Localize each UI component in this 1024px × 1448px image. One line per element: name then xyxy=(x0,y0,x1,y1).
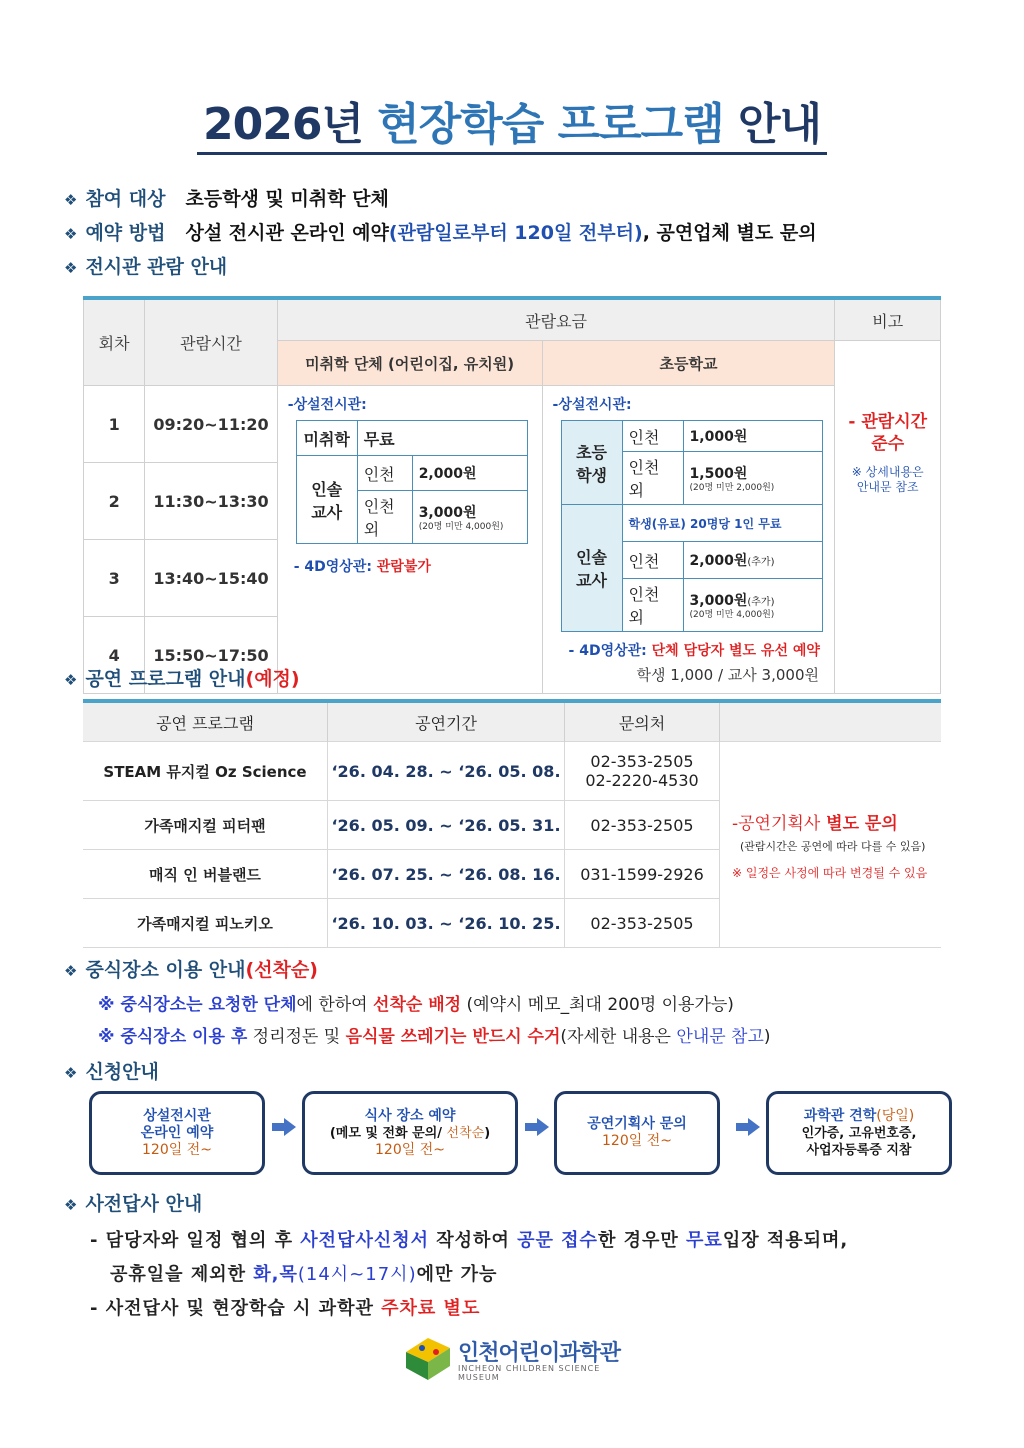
elem-incheon-fee: 1,000원 xyxy=(683,421,822,452)
page-title xyxy=(0,88,1024,152)
period-4: ‘26. 10. 03. ~ ‘26. 10. 25. xyxy=(328,899,565,948)
elem-free-note: 학생(유료) 20명당 1인 무료 xyxy=(622,505,822,542)
visit-3b: 주차료 별도 xyxy=(381,1298,481,1319)
visit-1f: 무료 xyxy=(686,1230,723,1251)
elem-4d-label: - 4D영상관 xyxy=(568,643,642,659)
elem-t-incheon-fee: 2,000원 xyxy=(689,553,748,569)
logo-cube-icon xyxy=(398,1330,458,1382)
arrow-right-icon xyxy=(272,1118,296,1136)
col-blank xyxy=(720,701,942,742)
show-note-1a: -공연기획사 xyxy=(732,813,821,834)
reserve-line xyxy=(64,218,817,245)
elementary-fee-cell: -상설전시관: 초등 학생 인천 1,000원 인천 외 1,500원 (20명 미만 2,000원) 인솔 교사 학생(유료) 20명당 1인 무료 인천 2,000원(추가) 인천 외 3,000원(추가) (20명 미만 4,000원) - 4D영상관: 단체 담당자 별도 유선 예약 학생 1,000 / 교사 3,000원 xyxy=(542,386,835,694)
show-label: 공연 프로그램 안내 xyxy=(85,668,246,690)
contact-3: 031-1599-2926 xyxy=(565,850,720,899)
step4-b: (당일) xyxy=(876,1107,915,1124)
step4-c: 인가증, 고유번호증, xyxy=(801,1125,917,1141)
lunch-1d: (예약시 메모_최대 200명 이용가능) xyxy=(461,995,734,1015)
step3-b: 120일 전~ xyxy=(602,1133,672,1149)
lunch-tag: (선착순) xyxy=(245,959,318,981)
step2-d: ) xyxy=(484,1125,491,1141)
exhibit-table xyxy=(83,296,941,694)
col-program: 공연 프로그램 xyxy=(83,701,328,742)
show-note-1b: 별도 문의 xyxy=(826,813,898,834)
diamond-bullet-icon: ❖ xyxy=(64,1064,78,1082)
arrow-right-icon xyxy=(525,1118,549,1136)
elem-head: -상설전시관: xyxy=(552,397,632,413)
lunch-1a: ※ 중식장소는 요청한 단체 xyxy=(98,995,297,1015)
pre-incheon: 인천 xyxy=(357,456,412,491)
lunch-1b: 에 한하여 xyxy=(296,995,374,1015)
title-year: 2026년 xyxy=(203,99,363,150)
reserve-label: 예약 방법 xyxy=(85,222,166,244)
elem-t-outside-note: (20명 미만 4,000원) xyxy=(689,610,775,620)
elem-t-outside-fee: 3,000원 xyxy=(689,593,748,609)
visit-1e: 한 경우만 xyxy=(597,1230,687,1251)
step4-d: 사업자등록증 지참 xyxy=(806,1142,912,1158)
elem-outside-fee: 1,500원 xyxy=(689,466,748,482)
preschool-fee-table xyxy=(296,420,528,544)
elem-4d-price: 학생 1,000 / 교사 3,000원 xyxy=(636,666,819,684)
museum-logo xyxy=(398,1330,638,1382)
lunch-line-1 xyxy=(98,990,734,1015)
show-note-3: ※ 일정은 사정에 따라 변경될 수 있음 xyxy=(732,865,928,880)
period-1: ‘26. 04. 28. ~ ‘26. 05. 08. xyxy=(328,742,565,801)
visit-1c: 작성하여 xyxy=(429,1230,518,1251)
diamond-bullet-icon: ❖ xyxy=(64,671,78,689)
target-line xyxy=(64,184,389,211)
step2-c: 선착순 xyxy=(446,1125,485,1141)
note-cell xyxy=(835,341,941,694)
preschool-fee-cell: -상설전시관: 미취학 무료 인솔 교사 인천 2,000원 인천 외 3,000원 (20명 미만 4,000원) - 4D영상관: 관람불가 xyxy=(277,386,542,694)
col-elementary: 초등학교 xyxy=(542,341,835,386)
step1-c: 120일 전~ xyxy=(142,1141,212,1158)
pre-child: 미취학 xyxy=(296,421,357,456)
lunch-2b: 정리정돈 및 xyxy=(247,1027,346,1047)
col-contact: 문의처 xyxy=(565,701,720,742)
col-fee: 관람요금 xyxy=(277,298,835,341)
contact-4: 02-353-2505 xyxy=(565,899,720,948)
step2-a: 식사 장소 예약 xyxy=(364,1107,456,1124)
lunch-2e: 안내문 참고 xyxy=(676,1027,764,1047)
pre-incheon-fee: 2,000원 xyxy=(412,456,527,491)
lunch-2c: 음식물 쓰레기는 반드시 수거 xyxy=(345,1027,561,1047)
exhibit-label: 전시관 관람 안내 xyxy=(85,256,228,278)
col-preschool: 미취학 단체 (어린이집, 유치원) xyxy=(277,341,542,386)
pre-4d-label: - 4D영상관 xyxy=(293,559,367,575)
round-4: 4 xyxy=(84,617,145,694)
visit-label: 사전답사 안내 xyxy=(85,1193,203,1215)
lunch-2d: (자세한 내용은 xyxy=(560,1027,677,1047)
visit-line-3 xyxy=(90,1294,480,1320)
visit-2b: 화,목 xyxy=(253,1264,298,1285)
lunch-2a: ※ 중식장소 이용 후 xyxy=(98,1027,248,1047)
visit-line-1 xyxy=(90,1226,848,1252)
elem-incheon: 인천 xyxy=(622,421,683,452)
period-3: ‘26. 07. 25. ~ ‘26. 08. 16. xyxy=(328,850,565,899)
program-2: 가족매지컬 피터팬 xyxy=(83,801,328,850)
visit-2d: 에만 가능 xyxy=(416,1264,498,1285)
time-2: 11:30~13:30 xyxy=(145,463,277,540)
step-exhibit-reserve xyxy=(89,1091,265,1175)
time-3: 13:40~15:40 xyxy=(145,540,277,617)
pre-teacher: 인솔 교사 xyxy=(296,456,357,544)
logo-kr: 인천어린이과학관 xyxy=(458,1341,621,1366)
pre-outside: 인천 외 xyxy=(357,491,412,544)
note-ref1: ※ 상세내용은 xyxy=(851,465,924,479)
step-show-inquiry xyxy=(554,1091,720,1175)
elem-t-incheon: 인천 xyxy=(622,542,683,579)
visit-2c: (14시~17시) xyxy=(297,1264,417,1285)
diamond-bullet-icon: ❖ xyxy=(64,191,78,209)
elementary-fee-table xyxy=(561,420,823,632)
elem-student: 초등 학생 xyxy=(561,421,622,505)
diamond-bullet-icon: ❖ xyxy=(64,962,78,980)
note-line2: 준수 xyxy=(871,434,905,454)
reserve-extra: , 공연업체 별도 문의 xyxy=(642,222,817,244)
step2-e: 120일 전~ xyxy=(375,1141,445,1158)
pre-free: 무료 xyxy=(357,421,527,456)
lunch-1c: 선착순 배정 xyxy=(373,995,462,1015)
col-round: 회차 xyxy=(84,298,145,386)
col-note: 비고 xyxy=(835,298,941,341)
reserve-value: 상설 전시관 온라인 예약 xyxy=(185,222,389,244)
program-1: STEAM 뮤지컬 Oz Science xyxy=(83,742,328,801)
elem-4d-value: 단체 담당자 별도 유선 예약 xyxy=(651,643,820,659)
step2-b: (메모 및 전화 문의/ xyxy=(329,1125,447,1141)
visit-1d: 공문 접수 xyxy=(517,1230,598,1251)
visit-1b: 사전답사신청서 xyxy=(300,1230,430,1251)
diamond-bullet-icon: ❖ xyxy=(64,1196,78,1214)
lunch-line-2 xyxy=(98,1022,771,1047)
lunch-heading xyxy=(64,955,318,982)
logo-en: INCHEON CHILDREN SCIENCE MUSEUM xyxy=(458,1364,601,1382)
elem-add-2: (추가) xyxy=(747,597,775,608)
show-note-2: (관람시간은 공연에 따라 다를 수 있음) xyxy=(740,839,926,853)
lunch-2f: ) xyxy=(763,1027,771,1047)
visit-1a: - 담당자와 일정 협의 후 xyxy=(90,1230,301,1251)
note-line1: - 관람시간 xyxy=(848,412,928,432)
show-table xyxy=(83,699,941,948)
diamond-bullet-icon: ❖ xyxy=(64,225,78,243)
program-3: 매직 인 버블랜드 xyxy=(83,850,328,899)
step1-a: 상설전시관 xyxy=(143,1107,211,1124)
reserve-period: (관람일로부터 120일 전부터) xyxy=(388,222,643,244)
step-visit xyxy=(766,1091,952,1175)
period-2: ‘26. 05. 09. ~ ‘26. 05. 31. xyxy=(328,801,565,850)
visit-heading xyxy=(64,1189,202,1216)
elem-add-1: (추가) xyxy=(747,557,775,568)
target-value: 초등학생 및 미취학 단체 xyxy=(185,188,389,210)
round-2: 2 xyxy=(84,463,145,540)
step-lunch-reserve xyxy=(302,1091,518,1175)
col-period: 공연기간 xyxy=(328,701,565,742)
col-time: 관람시간 xyxy=(145,298,277,386)
time-4: 15:50~17:50 xyxy=(145,617,277,694)
contact-1b: 02-2220-4530 xyxy=(585,771,699,790)
step3-a: 공연기획사 문의 xyxy=(587,1116,687,1132)
arrow-right-icon xyxy=(736,1118,760,1136)
elem-t-outside: 인천 외 xyxy=(622,579,683,632)
round-1: 1 xyxy=(84,386,145,463)
contact-1 xyxy=(565,742,720,801)
program-4: 가족매지컬 피노키오 xyxy=(83,899,328,948)
pre-outside-note: (20명 미만 4,000원) xyxy=(418,522,504,532)
lunch-label: 중식장소 이용 안내 xyxy=(85,959,246,981)
visit-line-2 xyxy=(110,1260,497,1286)
step1-b: 온라인 예약 xyxy=(140,1124,214,1141)
pre-head: -상설전시관: xyxy=(287,397,367,413)
apply-heading xyxy=(64,1057,159,1084)
elem-outside: 인천 외 xyxy=(622,452,683,505)
show-tag: (예정) xyxy=(245,668,300,690)
visit-2a: 공휴일을 제외한 xyxy=(110,1264,254,1285)
target-label: 참여 대상 xyxy=(85,188,166,210)
note-ref2: 안내문 참조 xyxy=(856,480,919,494)
exhibit-heading xyxy=(64,252,227,279)
apply-label: 신청안내 xyxy=(85,1061,159,1083)
visit-1g: 입장 적용되며, xyxy=(722,1230,849,1251)
elem-teacher: 인솔 교사 xyxy=(561,505,622,632)
title-highlight: 현장학습 프로그램 xyxy=(377,99,724,150)
pre-outside-fee: 3,000원 xyxy=(418,505,477,521)
title-suffix: 안내 xyxy=(737,99,821,150)
contact-1a: 02-353-2505 xyxy=(590,752,694,771)
diamond-bullet-icon: ❖ xyxy=(64,259,78,277)
pre-4d-value: 관람불가 xyxy=(376,559,431,575)
round-3: 3 xyxy=(84,540,145,617)
visit-3a: - 사전답사 및 현장학습 시 과학관 xyxy=(90,1298,382,1319)
show-heading xyxy=(64,664,300,691)
time-1: 09:20~11:20 xyxy=(145,386,277,463)
elem-outside-note: (20명 미만 2,000원) xyxy=(689,483,775,493)
step4-a: 과학관 견학 xyxy=(803,1107,877,1124)
show-note-cell xyxy=(720,742,942,948)
contact-2: 02-353-2505 xyxy=(565,801,720,850)
